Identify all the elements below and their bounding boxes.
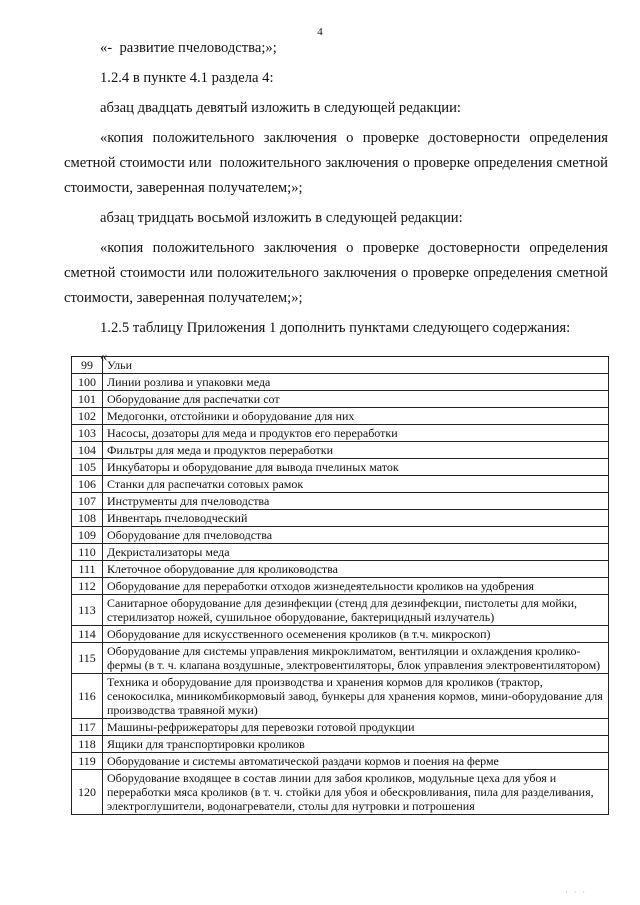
row-number: 100 bbox=[72, 374, 103, 391]
table-row bbox=[72, 408, 609, 425]
table-row bbox=[72, 753, 609, 770]
table-row bbox=[72, 643, 609, 674]
paragraph-2: 1.2.4 в пункте 4.1 раздела 4: bbox=[100, 70, 274, 86]
row-number: 115 bbox=[72, 643, 103, 674]
table-row bbox=[72, 391, 609, 408]
row-text: Насосы, дозаторы для меда и продуктов его переработки bbox=[103, 425, 609, 442]
row-number: 117 bbox=[72, 719, 103, 736]
row-number: 107 bbox=[72, 493, 103, 510]
row-text: Оборудование и системы автоматической раздачи кормов и поения на ферме bbox=[103, 753, 609, 770]
paragraph-5: абзац тридцать восьмой изложить в следующей редакции: bbox=[100, 210, 463, 226]
table-row bbox=[72, 736, 609, 753]
row-number: 103 bbox=[72, 425, 103, 442]
row-text: Машины-рефрижераторы для перевозки готовой продукции bbox=[103, 719, 609, 736]
row-text: Фильтры для меда и продуктов переработки bbox=[103, 442, 609, 459]
row-text: Оборудование входящее в состав линии для забоя кроликов, модульные цеха для убоя и переработки мяса кроликов (в т. ч. стойки для убоя и обескровливания, пила для разделивания, электроглушители, водонагреватели, столы для нутровки и потрошения bbox=[103, 770, 609, 815]
row-text: Оборудование для пчеловодства bbox=[103, 527, 609, 544]
page-number: 4 bbox=[317, 26, 323, 38]
row-text: Декристализаторы меда bbox=[103, 544, 609, 561]
appendix-table-body bbox=[72, 357, 609, 815]
appendix-table bbox=[71, 356, 609, 815]
row-text: Оборудование для переработки отходов жизнедеятельности кроликов на удобрения bbox=[103, 578, 609, 595]
row-number: 111 bbox=[72, 561, 103, 578]
paragraph-1: «- развитие пчеловодства;»; bbox=[100, 40, 277, 56]
table-row bbox=[72, 374, 609, 391]
table-row bbox=[72, 674, 609, 719]
row-text: Оборудование для искусственного осеменения кроликов (в т.ч. микроскоп) bbox=[103, 626, 609, 643]
paragraph-4: «копия положительного заключения о проверке достоверности определения сметной стоимости или положительного заключения о проверке определения сметной стоимости, заверенная получателем;»; bbox=[64, 130, 608, 196]
row-text: Медогонки, отстойники и оборудование для них bbox=[103, 408, 609, 425]
table-row bbox=[72, 425, 609, 442]
row-number: 104 bbox=[72, 442, 103, 459]
row-number: 101 bbox=[72, 391, 103, 408]
row-text: Оборудование для распечатки сот bbox=[103, 391, 609, 408]
table-row bbox=[72, 595, 609, 626]
row-number: 109 bbox=[72, 527, 103, 544]
table-row bbox=[72, 527, 609, 544]
row-text: Инкубаторы и оборудование для вывода пчелиных маток bbox=[103, 459, 609, 476]
row-number: 116 bbox=[72, 674, 103, 719]
paragraph-3: абзац двадцать девятый изложить в следующей редакции: bbox=[100, 100, 461, 116]
table-row bbox=[72, 510, 609, 527]
table-row bbox=[72, 770, 609, 815]
table-row bbox=[72, 626, 609, 643]
row-number: 106 bbox=[72, 476, 103, 493]
row-text: Техника и оборудование для производства и хранения кормов для кроликов (трактор, сенокосилка, миникомбикормовый завод, бункеры для хранения кормов, мини-оборудование для производства травяной муки) bbox=[103, 674, 609, 719]
table-row bbox=[72, 459, 609, 476]
table-row bbox=[72, 719, 609, 736]
row-number: 105 bbox=[72, 459, 103, 476]
paragraph-6: «копия положительного заключения о проверке достоверности определения сметной стоимости или положительного заключения о проверке определения сметной стоимости, заверенная получателем;»; bbox=[64, 240, 608, 306]
table-row bbox=[72, 442, 609, 459]
row-text: Станки для распечатки сотовых рамок bbox=[103, 476, 609, 493]
row-number: 102 bbox=[72, 408, 103, 425]
row-text: Санитарное оборудование для дезинфекции (стенд для дезинфекции, пистолеты для мойки, стерилизатор ножей, сушильное оборудование, бактерицидный излучатель) bbox=[103, 595, 609, 626]
row-number: 108 bbox=[72, 510, 103, 527]
row-number: 119 bbox=[72, 753, 103, 770]
paragraph-7: 1.2.5 таблицу Приложения 1 дополнить пунктами следующего содержания: bbox=[100, 320, 571, 336]
row-number: 118 bbox=[72, 736, 103, 753]
table-row bbox=[72, 561, 609, 578]
row-text: Ящики для транспортировки кроликов bbox=[103, 736, 609, 753]
table-row bbox=[72, 357, 609, 374]
scan-mark: · · · bbox=[565, 888, 587, 897]
row-text: Ульи bbox=[103, 357, 609, 374]
row-number: 99 bbox=[72, 357, 103, 374]
row-text: Оборудование для системы управления микроклиматом, вентиляции и охлаждения кроликофермы (в т. ч. клапана воздушные, электровентиляторы, блок управления электровентилятором) bbox=[103, 643, 609, 674]
table-row bbox=[72, 544, 609, 561]
table-row bbox=[72, 493, 609, 510]
row-number: 113 bbox=[72, 595, 103, 626]
table-row bbox=[72, 578, 609, 595]
document-body bbox=[64, 0, 608, 370]
row-number: 112 bbox=[72, 578, 103, 595]
row-text: Клеточное оборудование для кролиководства bbox=[103, 561, 609, 578]
row-number: 110 bbox=[72, 544, 103, 561]
row-text: Инструменты для пчеловодства bbox=[103, 493, 609, 510]
row-number: 114 bbox=[72, 626, 103, 643]
row-number: 120 bbox=[72, 770, 103, 815]
row-text: Линии розлива и упаковки меда bbox=[103, 374, 609, 391]
opening-quote: « bbox=[100, 349, 108, 365]
table-row bbox=[72, 476, 609, 493]
row-text: Инвентарь пчеловодческий bbox=[103, 510, 609, 527]
